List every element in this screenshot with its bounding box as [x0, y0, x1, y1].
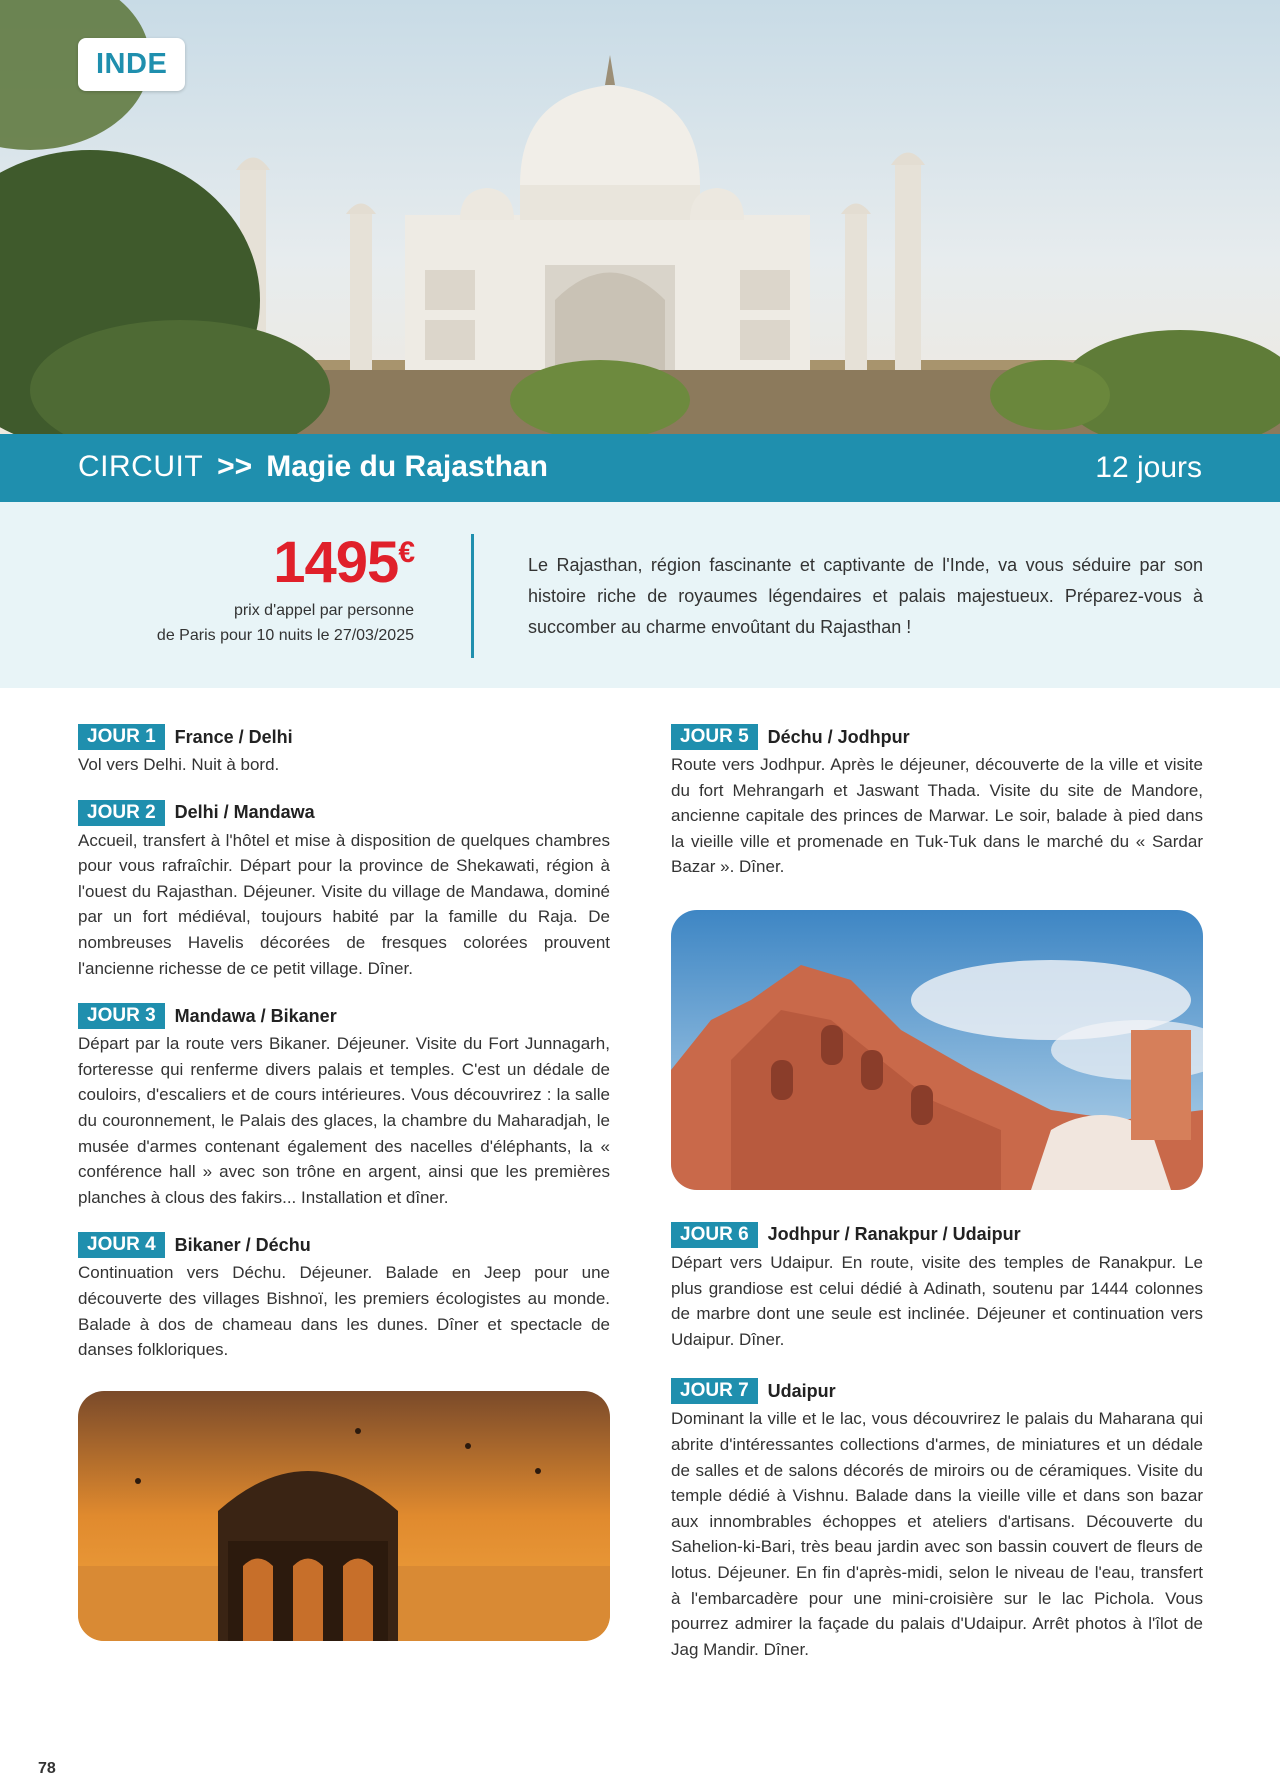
day-5 [671, 724, 1203, 880]
hawa-mahal-photo [671, 910, 1203, 1190]
itinerary-left-column [78, 724, 610, 1641]
intro-text: Le Rajasthan, région fascinante et captivante de l'Inde, va vous séduire par son histoire riche de royaumes légendaires et palais majestueux. Préparez-vous à succomber au charme envoûtant du Rajasthan ! [528, 555, 1203, 637]
day-title: Bikaner / Déchu [174, 1234, 311, 1255]
day-title: Déchu / Jodhpur [767, 726, 910, 747]
hero-image [0, 0, 1280, 434]
price-note-line1: prix d'appel par personne [233, 602, 414, 619]
day-1 [78, 724, 610, 778]
day-6 [671, 1222, 1203, 1352]
day-text: Continuation vers Déchu. Déjeuner. Balade en Jeep pour une découverte des villages Bishnoï, les premiers écologistes au monde. Balade à dos de chameau dans les dunes. Dîner et spectacle de danses folkloriques. [78, 1263, 610, 1360]
day-text: Départ vers Udaipur. En route, visite des temples de Ranakpur. Le plus grandiose est celui dédié à Adinath, soutenu par 1444 colonnes de marbre dont une seule est inclinée. Déjeuner et continuation vers Udaipur. Dîner. [671, 1252, 1203, 1349]
day-title: Udaipur [767, 1380, 836, 1401]
day-text: Route vers Jodhpur. Après le déjeuner, découverte de la ville et visite du fort Mehrangarh et Jaswant Thada. Visite du site de Mandore, ancienne capitale des princes de Marwar. Le soir, balade à pied dans la vieille ville et promenade en Tuk-Tuk dans le marché du « Sardar Bazar ». Dîner. [671, 755, 1203, 877]
day-text: Dominant la ville et le lac, vous découvrirez le palais du Maharana qui abrite d'intéressantes collections d'armes, de miniatures et un dédale de salles et de salons décorés de miroirs ou de céramiques. Visite du temple dédié à Vishnu. Balade dans la vieille ville et dans son bazar aux innombrables échoppes et ateliers d'artisans. Découverte du Sahelion-ki-Bari, très beau jardin avec son bassin couvert de fleurs de lotus. Déjeuner. En fin d'après-midi, selon le niveau de l'eau, transfert à l'embarcadère pour une mini-croisière sur le lac Pichola. Vous pourrez admirer la façade du palais d'Udaipur. Arrêt photos à l'îlot de Jag Mandir. Dîner. [671, 1409, 1203, 1659]
day-7 [671, 1378, 1203, 1662]
country-badge: INDE [78, 38, 185, 91]
day-title: France / Delhi [174, 726, 293, 747]
day-label: JOUR 3 [78, 1003, 165, 1029]
day-label: JOUR 4 [78, 1232, 165, 1258]
chevron-right-icon: >> [217, 450, 253, 483]
itinerary-right-column [671, 724, 1203, 1684]
circuit-duration: 12 jours [1095, 451, 1202, 484]
gadisar-lake-photo [78, 1391, 610, 1641]
day-2 [78, 800, 610, 982]
day-label: JOUR 5 [671, 724, 758, 750]
price-block [156, 530, 414, 648]
day-text: Accueil, transfert à l'hôtel et mise à disposition de quelques chambres pour vous rafraîchir. Départ pour la province de Shekawati, région à l'ouest du Rajasthan. Déjeuner. Visite du village de Mandawa, dominé par un fort médiéval, toujours habité par la famille du Raja. De nombreuses Havelis décorées de fresques colorées prouvent l'ancienne richesse de ce petit village. Dîner. [78, 830, 610, 978]
day-title: Jodhpur / Ranakpur / Udaipur [767, 1224, 1021, 1245]
circuit-heading [78, 450, 548, 484]
page-number: 78 [38, 1760, 56, 1777]
price-panel [0, 502, 1280, 688]
price-note-line2: de Paris pour 10 nuits le 27/03/2025 [156, 627, 414, 644]
day-title: Delhi / Mandawa [174, 802, 315, 823]
day-3 [78, 1003, 610, 1210]
price-value: 1495 [273, 530, 399, 595]
price-note [157, 598, 414, 648]
day-title: Mandawa / Bikaner [174, 1005, 337, 1026]
vertical-divider [471, 534, 474, 658]
day-label: JOUR 6 [671, 1222, 758, 1248]
price-currency: € [398, 536, 414, 569]
day-label: JOUR 2 [78, 800, 165, 826]
day-label: JOUR 1 [78, 724, 165, 750]
day-label: JOUR 7 [671, 1378, 758, 1404]
taj-mahal-illustration [0, 0, 1280, 434]
circuit-header-band [0, 434, 1280, 502]
circuit-category: CIRCUIT [78, 450, 204, 483]
circuit-title: Magie du Rajasthan [266, 450, 548, 483]
day-text: Vol vers Delhi. Nuit à bord. [78, 755, 280, 774]
price-amount [157, 530, 414, 595]
day-text: Départ par la route vers Bikaner. Déjeuner. Visite du Fort Junnagarh, forteresse qui renferme divers palais et temples. C'est un dédale de couloirs, d'escaliers et de cours intérieures. Vous découvrirez : la salle du couronnement, le Palais des glaces, la chambre du Maharadjah, le musée d'armes contenant également des nacelles d'éléphants, la « conférence hall » avec son trône en argent, ainsi que les premières planches à clous des fakirs... Installation et dîner. [78, 1034, 610, 1207]
day-4 [78, 1232, 610, 1362]
